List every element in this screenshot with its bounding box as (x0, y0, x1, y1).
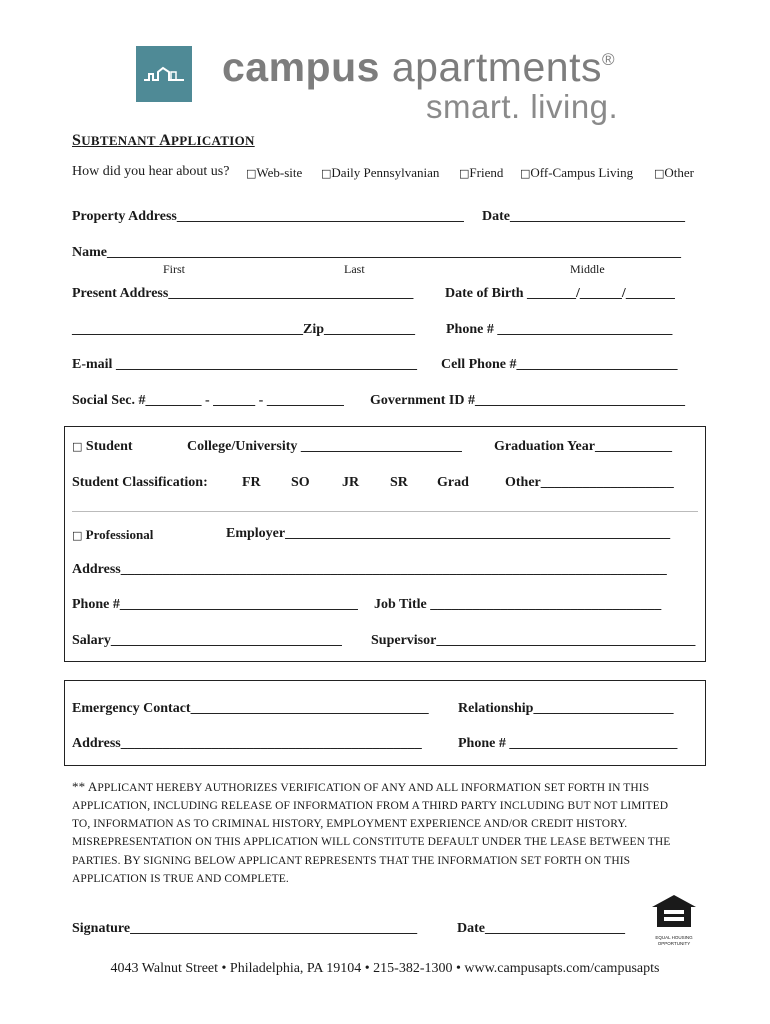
logo-tagline: smart. living. (426, 88, 619, 125)
logo-wordmark (222, 44, 615, 91)
professional-checkbox[interactable]: □ Professional (72, 527, 154, 542)
emergency-box (64, 680, 706, 766)
hear-option-website[interactable]: □Web-site (246, 165, 303, 180)
email-field[interactable]: E-mail ___________________________________________ (72, 357, 417, 372)
class-option-sr[interactable]: SR (390, 475, 408, 490)
cell-phone-field[interactable]: Cell Phone #_______________________ (441, 357, 678, 372)
phone-field[interactable]: Phone # _________________________ (446, 322, 673, 337)
form-title: SUBTENANT APPLICATION (72, 132, 255, 149)
logo-word-apartments: apartments (391, 44, 602, 90)
hear-option-friend[interactable]: □Friend (459, 165, 504, 180)
employer-field[interactable]: Employer_______________________________________________________ (226, 526, 671, 541)
legal-line: PARTIES. BY SIGNING BELOW APPLICANT REPRESENTS THAT THE INFORMATION SET FORTH ON THIS (72, 852, 631, 867)
job-title-field[interactable]: Job Title _________________________________ (374, 597, 662, 612)
class-option-so[interactable]: SO (291, 475, 310, 490)
logo-word-campus: campus (222, 44, 380, 90)
logo-mark (136, 46, 192, 102)
equal-housing-icon (650, 893, 698, 929)
emergency-phone-field[interactable]: Phone # ________________________ (458, 736, 678, 751)
hear-question: How did you hear about us? (72, 164, 230, 179)
class-option-jr[interactable]: JR (342, 475, 360, 490)
relationship-field[interactable]: Relationship____________________ (458, 701, 674, 716)
emergency-contact-field[interactable]: Emergency Contact__________________________________ (72, 701, 429, 716)
name-sub-first: First (163, 262, 186, 276)
employer-phone-field[interactable]: Phone #__________________________________ (72, 597, 358, 612)
name-sub-last: Last (344, 262, 365, 276)
college-field[interactable]: College/University _______________________ (187, 439, 462, 454)
eho-caption-1: EQUAL HOUSING (655, 935, 693, 940)
class-option-fr[interactable]: FR (242, 475, 261, 490)
legal-authorization-text (72, 778, 702, 888)
social-security-field[interactable]: Social Sec. #________ - ______ - ___________ (72, 393, 344, 408)
legal-line: APPLICATION, INCLUDING RELEASE OF INFORMATION FROM A THIRD PARTY INCLUDING BUT NOT LIMITED (72, 800, 669, 812)
property-address-field[interactable]: Property Address_________________________________________ (72, 209, 464, 224)
employer-address-field[interactable]: Address______________________________________________________________________________ (72, 562, 667, 577)
emergency-address-field[interactable]: Address___________________________________________ (72, 736, 422, 751)
signature-date-field[interactable]: Date____________________ (457, 921, 625, 936)
date-field[interactable]: Date_________________________ (482, 209, 685, 224)
legal-line: TO, INFORMATION AS TO CRIMINAL HISTORY, EMPLOYMENT EXPERIENCE AND/OR CREDIT HISTORY. (72, 818, 628, 830)
registered-mark: ® (601, 50, 615, 69)
class-other-field[interactable]: Other___________________ (505, 475, 674, 490)
legal-line: MISREPRESENTATION ON THIS APPLICATION WILL CONSTITUTE DEFAULT UNDER THE LEASE BETWEEN THE (72, 836, 671, 848)
legal-line: ** APPLICANT HEREBY AUTHORIZES VERIFICATION OF ANY AND ALL INFORMATION SET FORTH IN THIS (72, 779, 650, 794)
date-of-birth-field[interactable]: Date of Birth _______/______/_______ (445, 286, 675, 301)
name-field[interactable]: Name__________________________________________________________________________________ (72, 245, 681, 260)
name-sub-middle: Middle (570, 262, 605, 276)
government-id-field[interactable]: Government ID #______________________________ (370, 393, 685, 408)
house-skyline-icon (136, 46, 192, 102)
hear-option-daily-pennsylvanian[interactable]: □Daily Pennsylvanian (321, 165, 440, 180)
eho-caption-2: OPPORTUNITY (657, 941, 691, 946)
footer-address: 4043 Walnut Street • Philadelphia, PA 19104 • 215-382-1300 • www.campusapts.com/campusapts (110, 961, 660, 976)
graduation-year-field[interactable]: Graduation Year___________ (494, 439, 672, 454)
salary-field[interactable]: Salary_________________________________ (72, 633, 342, 648)
present-address-field[interactable]: Present Address___________________________________ (72, 286, 414, 301)
zip-field[interactable]: _________________________________Zip_____________ (72, 322, 416, 337)
hear-option-off-campus-living[interactable]: □Off-Campus Living (520, 165, 634, 180)
equal-housing-logo (650, 893, 698, 946)
student-checkbox[interactable]: □ Student (72, 439, 133, 454)
signature-field[interactable]: Signature_________________________________________ (72, 921, 418, 936)
student-classification-label: Student Classification: (72, 475, 208, 490)
legal-line: APPLICATION IS TRUE AND COMPLETE. (72, 873, 289, 885)
hear-option-other[interactable]: □Other (654, 165, 695, 180)
class-option-grad[interactable]: Grad (437, 475, 469, 490)
student-professional-box (64, 426, 706, 662)
section-divider (72, 511, 698, 512)
supervisor-field[interactable]: Supervisor_____________________________________ (371, 633, 696, 648)
